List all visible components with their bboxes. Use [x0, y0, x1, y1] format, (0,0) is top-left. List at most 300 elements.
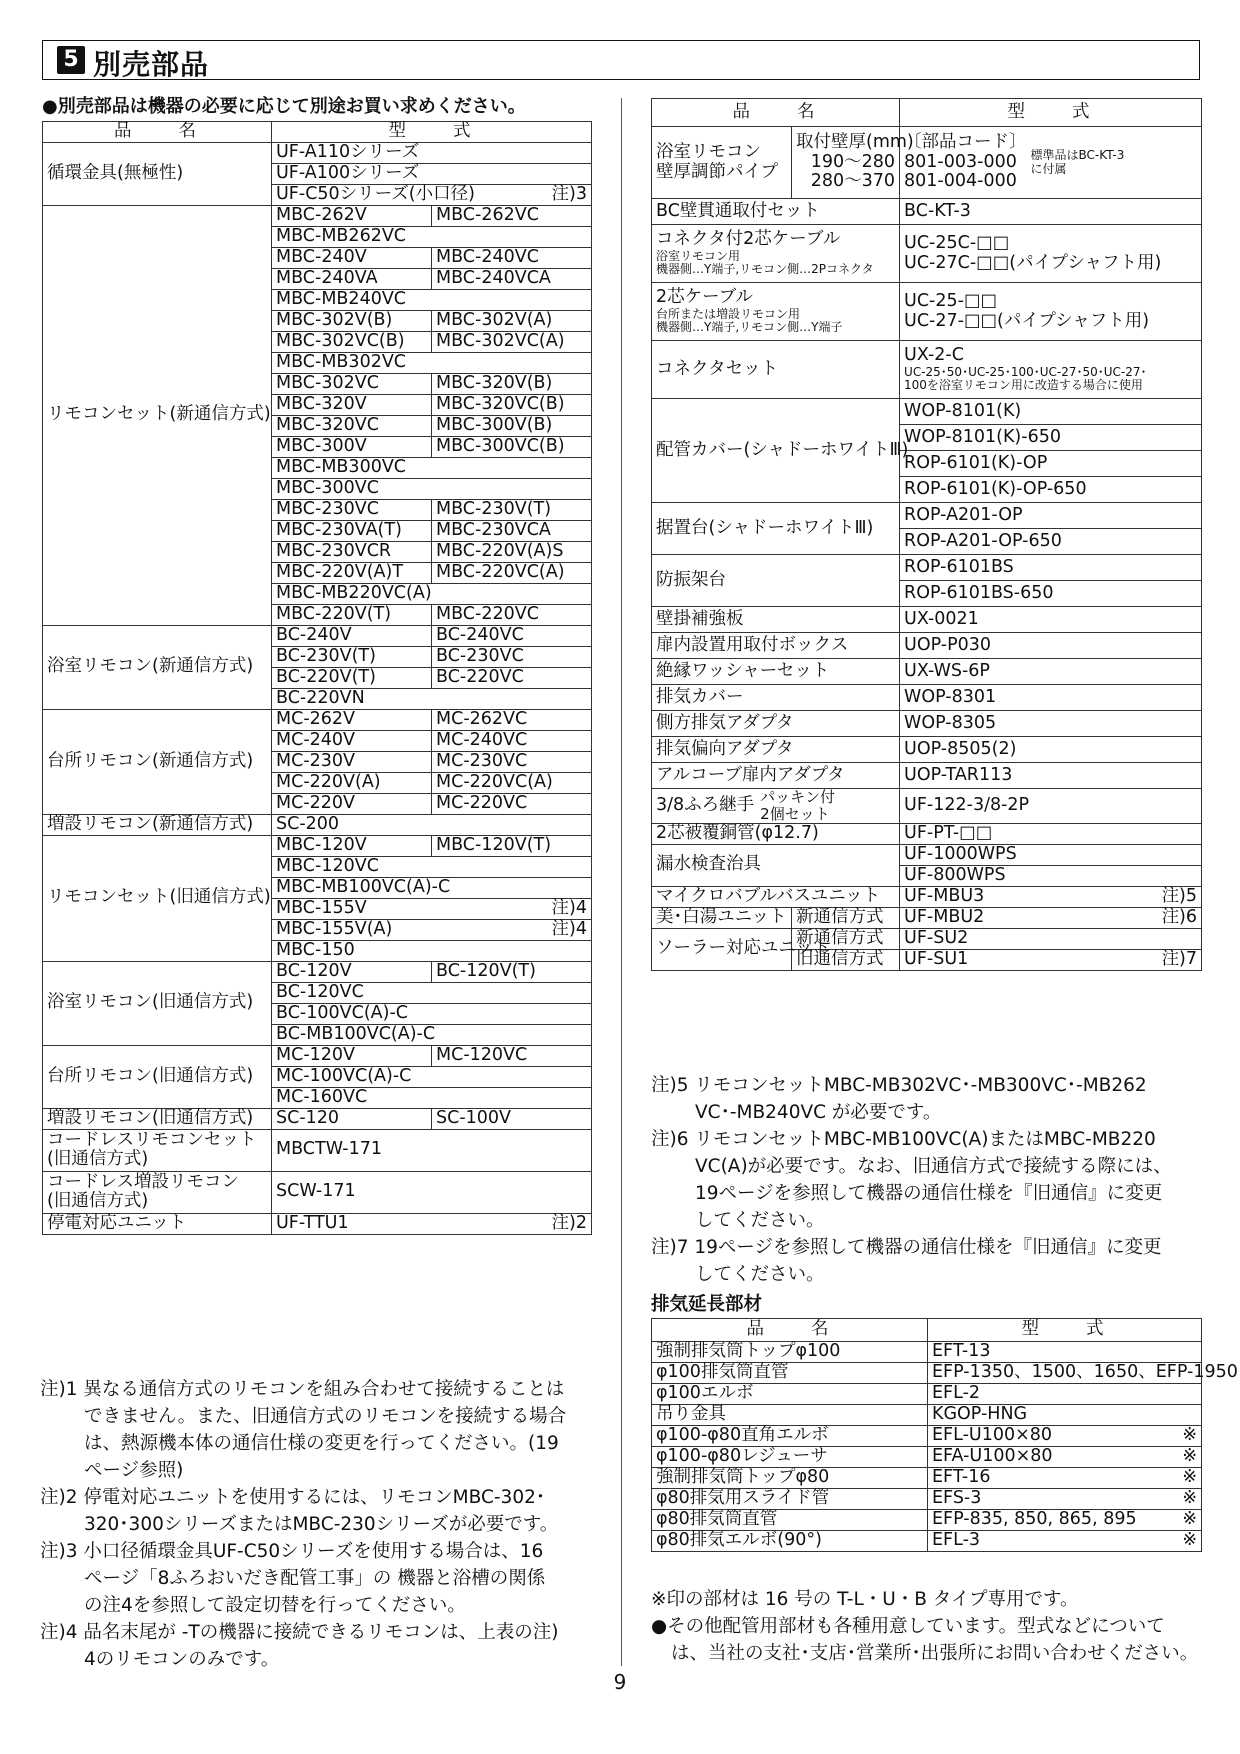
note-ref: ※: [1182, 1509, 1197, 1530]
model-cell: MBC-320VC(B): [432, 394, 592, 415]
table-row: [652, 711, 1202, 737]
item-name: 循環金具(無極性): [43, 142, 272, 205]
table-row: [652, 1342, 1202, 1363]
model-cell: MBC-240VC: [432, 247, 592, 268]
model-cell: MBC-MB220VC(A): [272, 583, 592, 604]
table-row: [652, 225, 1202, 283]
model-cell: MBC-302VC: [272, 373, 432, 394]
cell-stack: [904, 234, 1197, 273]
model-cell: MBC-300VC: [272, 478, 592, 499]
item-name: 美･白湯ユニット: [652, 907, 792, 928]
model-cell: MBC-230VA(T): [272, 520, 432, 541]
section-title: 別売部品: [93, 48, 210, 81]
model-cell: MC-240V: [272, 730, 432, 751]
col-header-model: 型 式: [900, 99, 1202, 127]
thickness-label: 取付壁厚(mm): [796, 132, 914, 153]
table-row: [652, 607, 1202, 633]
table-row: [652, 886, 1202, 907]
model-name: UF-SU1: [904, 948, 969, 969]
item-name: コードレス増設リモコン (旧通信方式): [43, 1171, 272, 1213]
model-cell: SC-100V: [432, 1108, 592, 1129]
section-header: [42, 40, 1200, 80]
col-header-name: 品 名: [652, 99, 900, 127]
table-row: [652, 1363, 1202, 1384]
model-cell: ROP-A201-OP: [900, 503, 1202, 529]
model-cell: ROP-6101(K)-OP-650: [900, 477, 1202, 503]
exhaust-table: [651, 1318, 1238, 1552]
model-cell: [272, 919, 592, 940]
table-row: [43, 625, 592, 646]
model-cell: MC-220VC(A): [432, 772, 592, 793]
table-row: [652, 1510, 1202, 1531]
note-line: ページ「8ふろおいだき配管工事」の 機器と浴槽の関係: [84, 1568, 546, 1589]
model-cell: MBC-302VC(A): [432, 331, 592, 352]
item-name-box: [656, 789, 895, 823]
model-name: EFA-U100×80: [932, 1446, 1053, 1467]
table-row: [652, 399, 1202, 425]
item-name: リモコンセット(旧通信方式): [43, 835, 272, 961]
left-notes: [40, 1376, 600, 1673]
page-number: 9: [613, 1670, 627, 1694]
model-cell: BC-240VC: [432, 625, 592, 646]
model-cell: [928, 1342, 1202, 1363]
model-cell: BC-220V(T): [272, 667, 432, 688]
model-cell: MC-230V: [272, 751, 432, 772]
model-cell: MBC-240V: [272, 247, 432, 268]
part-code-label: 〔部品コード〕: [904, 132, 1027, 153]
model-cell: WOP-8101(K): [900, 399, 1202, 425]
model-cell: UF-1000WPS: [900, 844, 1202, 865]
model-cell: WOP-8305: [900, 711, 1202, 737]
model-cell: MC-240VC: [432, 730, 592, 751]
model-cell: MBC-220VC: [432, 604, 592, 625]
model-cell: BC-220VN: [272, 688, 592, 709]
note-line: 注)5 リモコンセットMBC-MB302VC･-MB300VC･-MB262: [651, 1075, 1147, 1096]
model-cell: MBC-302V(A): [432, 310, 592, 331]
model-name: UC-27-□□(パイプシャフト用): [904, 310, 1150, 331]
model-cell: UF-800WPS: [900, 865, 1202, 886]
model-cell: MBC-230VC: [272, 499, 432, 520]
table-row: [43, 205, 592, 226]
model-cell: [900, 886, 1202, 907]
model-name: EFP-835, 850, 865, 895: [932, 1509, 1137, 1530]
table-row: [652, 1468, 1202, 1489]
column-divider: [621, 98, 622, 1666]
table-row: [652, 659, 1202, 685]
model-cell: [900, 225, 1202, 283]
model-name: MBC-155V(A): [276, 918, 393, 939]
model-cell: UOP-8505(2): [900, 737, 1202, 763]
table-row: [43, 1213, 592, 1234]
model-cell: MBC-120VC: [272, 856, 592, 877]
col-header-model: 型 式: [272, 122, 592, 143]
model-cell: BC-230V(T): [272, 646, 432, 667]
model-cell: MBC-240VA: [272, 268, 432, 289]
model-name: EFT-13: [932, 1341, 991, 1362]
table-row: [43, 961, 592, 982]
table-row: [652, 763, 1202, 789]
item-title: コネクタ付2芯ケーブル: [656, 229, 841, 250]
item-name: φ80排気用スライド管: [652, 1489, 928, 1510]
item-name: コネクタセット: [652, 341, 900, 399]
table-row: [652, 685, 1202, 711]
model-cell: MC-262V: [272, 709, 432, 730]
model-cell: BC-120V(T): [432, 961, 592, 982]
item-name: ソーラー対応ユニット: [652, 928, 792, 970]
item-name: 増設リモコン(旧通信方式): [43, 1108, 272, 1129]
model-cell: MBC-120V(T): [432, 835, 592, 856]
model-cell: MBC-262V: [272, 205, 432, 226]
item-name: コードレスリモコンセット (旧通信方式): [43, 1129, 272, 1171]
model-cell: UOP-P030: [900, 633, 1202, 659]
model-cell: [928, 1362, 1238, 1384]
cell-stack: [656, 230, 895, 276]
right-notes: [651, 1072, 1211, 1288]
model-cell: [928, 1384, 1202, 1405]
cell-stack: [656, 288, 895, 334]
table-row: [652, 127, 1202, 199]
item-name: 防振架台: [652, 555, 900, 607]
model-cell: MBC-220V(A)S: [432, 541, 592, 562]
item-name: アルコーブ扉内アダプタ: [652, 763, 900, 789]
model-name: EFL-2: [932, 1383, 981, 1404]
model-name: EFT-16: [932, 1467, 991, 1488]
item-name: 絶縁ワッシャーセット: [652, 659, 900, 685]
model-name: EFL-3: [932, 1530, 981, 1551]
item-name: 強制排気筒トップφ100: [652, 1342, 928, 1363]
model-cell: MBC-MB240VC: [272, 289, 592, 310]
model-cell: ROP-6101BS: [900, 555, 1202, 581]
part-code-remark: 標準品はBC-KT-3 に付属: [1030, 148, 1125, 176]
model-sub: 100を浴室リモコン用に改造する場合に使用: [904, 378, 1143, 393]
model-cell: [928, 1510, 1202, 1531]
table-row: [652, 503, 1202, 529]
model-cell: SC-120: [272, 1108, 432, 1129]
model-cell: BC-120VC: [272, 982, 592, 1003]
model-cell: [928, 1489, 1202, 1510]
model-name: KGOP-HNG: [932, 1404, 1028, 1425]
item-name: BC壁貫通取付セット: [652, 199, 900, 225]
model-cell: UOP-TAR113: [900, 763, 1202, 789]
model-cell: MBC-220V(T): [272, 604, 432, 625]
cell-stack: [796, 132, 914, 192]
item-sub: 浴室リモコン用: [656, 248, 741, 263]
note-line: 注)3 小口径循環金具UF-C50シリーズを使用する場合は、16: [40, 1541, 544, 1562]
item-name: 据置台(シャドーホワイトⅢ): [652, 503, 900, 555]
model-cell: MBCTW-171: [272, 1129, 592, 1171]
note-line: 320･300シリーズまたはMBC-230シリーズが必要です。: [84, 1514, 559, 1535]
footnote-line: ●その他配管用部材も各種用意しています。型式などについて: [651, 1616, 1165, 1637]
model-cell: MBC-230VCA: [432, 520, 592, 541]
section-number-badge: 5: [57, 46, 85, 74]
model-cell: MC-100VC(A)-C: [272, 1066, 592, 1087]
model-cell: MBC-120V: [272, 835, 432, 856]
note-line: 注)7 19ページを参照して機器の通信仕様を『旧通信』に変更: [651, 1237, 1162, 1258]
item-name: 停電対応ユニット: [43, 1213, 272, 1234]
item-name: φ100排気筒直管: [652, 1363, 928, 1384]
part-code-cell: [900, 127, 1202, 199]
model-cell: SC-200: [272, 814, 592, 835]
model-cell: MBC-320V: [272, 394, 432, 415]
model-cell: MBC-302VC(B): [272, 331, 432, 352]
note-line: 注)4 品名末尾が -Tの機器に接続できるリモコンは、上表の注): [40, 1622, 559, 1643]
item-name: マイクロバブルバスユニット: [652, 886, 900, 907]
model-cell: WOP-8301: [900, 685, 1202, 711]
note-line: できません。また、旧通信方式のリモコンを接続する場合: [84, 1406, 567, 1427]
item-name: 壁掛補強板: [652, 607, 900, 633]
model-name: EFS-3: [932, 1488, 982, 1509]
table-row: [652, 823, 1202, 844]
model-cell: MBC-320V(B): [432, 373, 592, 394]
note-line: ページ参照): [84, 1460, 184, 1481]
model-cell: MC-220VC: [432, 793, 592, 814]
item-name: 台所リモコン(旧通信方式): [43, 1045, 272, 1108]
intro-text: ●別売部品は機器の必要に応じて別途お買い求めください。: [42, 96, 526, 117]
model-cell: [900, 907, 1202, 928]
model-cell: [900, 341, 1202, 399]
note-line: 注)2 停電対応ユニットを使用するには、リモコンMBC-302･: [40, 1487, 546, 1508]
item-title: 3/8ふろ継手: [656, 795, 755, 815]
model-cell: MBC-220VC(A): [432, 562, 592, 583]
model-cell: [928, 1405, 1202, 1426]
item-name: 浴室リモコン 壁厚調節パイプ: [652, 127, 792, 199]
model-cell: MC-120VC: [432, 1045, 592, 1066]
cell-stack: [904, 133, 1027, 192]
note-line: してください。: [695, 1264, 825, 1285]
item-name: 強制排気筒トップφ80: [652, 1468, 928, 1489]
table-row: [652, 1447, 1202, 1468]
table-row: [652, 928, 1202, 949]
table-row: [652, 633, 1202, 659]
note-ref: ※: [1182, 1467, 1197, 1488]
item-name: 2芯被覆銅管(φ12.7): [652, 823, 900, 844]
model-name: UC-25-□□: [904, 290, 998, 311]
mode-cell: 旧通信方式: [792, 949, 900, 970]
item-name: リモコンセット(新通信方式): [43, 205, 272, 625]
item-paren: パッキン付 2個セット: [760, 788, 836, 823]
model-cell: BC-MB100VC(A)-C: [272, 1024, 592, 1045]
part-code-box: [904, 133, 1197, 192]
note-ref: 注)2: [551, 1212, 587, 1233]
model-cell: MC-262VC: [432, 709, 592, 730]
exhaust-section-title: 排気延長部材: [651, 1294, 763, 1315]
accessory-table-right: [651, 98, 1202, 971]
thickness-range: 280〜370: [810, 171, 896, 192]
model-cell: UF-A100シリーズ: [272, 163, 592, 184]
part-code: 801-004-000: [904, 171, 1017, 192]
model-name: UF-MBU2: [904, 906, 985, 927]
col-header-name: 品 名: [43, 122, 272, 143]
model-cell: BC-120V: [272, 961, 432, 982]
model-cell: MBC-240VCA: [432, 268, 592, 289]
item-sub: 台所または増設リモコン用: [656, 306, 801, 321]
note-ref: 注)5: [1161, 885, 1198, 906]
footnote-line: ※印の部材は 16 号の T-L・U・B タイプ専用です。: [651, 1589, 1079, 1610]
model-cell: MBC-300V: [272, 436, 432, 457]
model-cell: MBC-320VC: [272, 415, 432, 436]
model-cell: MC-220V(A): [272, 772, 432, 793]
note-ref: 注)6: [1161, 906, 1198, 927]
model-cell: MBC-MB300VC: [272, 457, 592, 478]
model-cell: MC-230VC: [432, 751, 592, 772]
model-cell: MBC-MB262VC: [272, 226, 592, 247]
item-name: 台所リモコン(新通信方式): [43, 709, 272, 814]
model-name: EFP-1350、1500、1650、EFP-1950: [932, 1362, 1238, 1383]
note-line: の注4を参照して設定切替を行ってください。: [84, 1595, 466, 1616]
table-row: [652, 844, 1202, 865]
table-row: [652, 555, 1202, 581]
model-cell: [928, 1531, 1202, 1552]
note-line: 注)6 リモコンセットMBC-MB100VC(A)またはMBC-MB220: [651, 1129, 1156, 1150]
mode-cell: 新通信方式: [792, 907, 900, 928]
item-name: 側方排気アダプタ: [652, 711, 900, 737]
model-cell: BC-100VC(A)-C: [272, 1003, 592, 1024]
table-row: [652, 907, 1202, 928]
table-row: [652, 283, 1202, 341]
note-ref: 注)4: [551, 897, 587, 918]
col-header-name: 品 名: [652, 1319, 928, 1342]
model-cell: UX-0021: [900, 607, 1202, 633]
model-cell: MC-120V: [272, 1045, 432, 1066]
item-name: [652, 789, 900, 824]
note-ref: ※: [1182, 1446, 1197, 1467]
model-cell: MBC-300VC(B): [432, 436, 592, 457]
table-row: [652, 1426, 1202, 1447]
table-row: [43, 814, 592, 835]
note-ref: ※: [1182, 1530, 1197, 1551]
model-cell: [928, 1468, 1202, 1489]
model-name: UF-MBU3: [904, 885, 985, 906]
note-line: 4のリモコンのみです。: [84, 1649, 280, 1670]
table-row: [652, 789, 1202, 824]
item-name: 配管カバー(シャドーホワイトⅢ): [652, 399, 900, 503]
model-cell: BC-KT-3: [900, 199, 1202, 225]
model-name: UC-27C-□□(パイプシャフト用): [904, 252, 1162, 273]
model-cell: MBC-150: [272, 940, 592, 961]
model-cell: SCW-171: [272, 1171, 592, 1213]
item-name: φ100エルボ: [652, 1384, 928, 1405]
model-cell: [900, 283, 1202, 341]
model-name: MBC-155V: [276, 897, 367, 918]
table-row: [43, 835, 592, 856]
model-cell: ROP-A201-OP-650: [900, 529, 1202, 555]
model-cell: MBC-302V(B): [272, 310, 432, 331]
model-cell: BC-230VC: [432, 646, 592, 667]
table-row: [652, 1489, 1202, 1510]
model-cell: UF-A110シリーズ: [272, 142, 592, 163]
table-row: [652, 1384, 1202, 1405]
model-cell: UX-WS-6P: [900, 659, 1202, 685]
table-row: [43, 1129, 592, 1171]
note-line: VC(A)が必要です。なお、旧通信方式で接続する際には、: [695, 1156, 1172, 1177]
item-sub: 機器側…Y端子,リモコン側…2Pコネクタ: [656, 262, 874, 277]
thickness-range: 190〜280: [810, 151, 896, 172]
note-ref: 注)7: [1161, 948, 1198, 969]
table-row: [652, 1531, 1202, 1552]
model-cell: MC-160VC: [272, 1087, 592, 1108]
model-cell: BC-220VC: [432, 667, 592, 688]
note-line: VC･-MB240VC が必要です。: [695, 1102, 942, 1123]
table-row: [652, 737, 1202, 763]
model-name: UF-TTU1: [276, 1212, 349, 1233]
model-cell: ROP-6101(K)-OP: [900, 451, 1202, 477]
accessory-table-left: [42, 121, 592, 1235]
model-cell: UF-SU2: [900, 928, 1202, 949]
table-row: [652, 341, 1202, 399]
model-cell: MBC-MB100VC(A)-C: [272, 877, 592, 898]
model-cell: BC-240V: [272, 625, 432, 646]
model-cell: [272, 1213, 592, 1234]
note-line: 注)1 異なる通信方式のリモコンを組み合わせて接続することは: [40, 1379, 565, 1400]
item-name: 漏水検査治具: [652, 844, 900, 886]
table-row: [43, 1108, 592, 1129]
model-name: UF-C50シリーズ(小口径): [276, 183, 475, 204]
item-name: 吊り金具: [652, 1405, 928, 1426]
model-cell: [928, 1447, 1202, 1468]
mode-cell: 新通信方式: [792, 928, 900, 949]
model-cell: ROP-6101BS-650: [900, 581, 1202, 607]
note-ref: 注)3: [551, 183, 587, 204]
model-cell: MBC-230V(T): [432, 499, 592, 520]
note-line: は、熱源機本体の通信仕様の変更を行ってください。(19: [84, 1433, 559, 1454]
item-name: φ80排気エルボ(90°): [652, 1531, 928, 1552]
model-name: UX-2-C: [904, 345, 964, 366]
table-row: [43, 709, 592, 730]
item-name: [652, 225, 900, 283]
cell-stack: [904, 346, 1197, 392]
col-header-model: 型 式: [928, 1319, 1202, 1342]
item-name: φ100-φ80レジューサ: [652, 1447, 928, 1468]
item-name: [652, 283, 900, 341]
model-cell: MBC-220V(A)T: [272, 562, 432, 583]
model-sub: UC-25･50･UC-25･100･UC-27･50･UC-27･: [904, 364, 1147, 379]
model-cell: [900, 949, 1202, 970]
model-cell: MC-220V: [272, 793, 432, 814]
footnotes: [651, 1586, 1211, 1667]
item-name: 扉内設置用取付ボックス: [652, 633, 900, 659]
item-title: 2芯ケーブル: [656, 287, 754, 308]
item-sub: 機器側…Y端子,リモコン側…Y端子: [656, 320, 843, 335]
table-row: [652, 1405, 1202, 1426]
thickness-cell: [792, 127, 914, 199]
note-line: 19ページを参照して機器の通信仕様を『旧通信』に変更: [695, 1183, 1163, 1204]
model-cell: MBC-300V(B): [432, 415, 592, 436]
note-ref: ※: [1182, 1425, 1197, 1446]
note-ref: ※: [1182, 1488, 1197, 1509]
model-cell: [928, 1426, 1202, 1447]
cell-stack: [904, 292, 1197, 331]
note-ref: 注)4: [551, 918, 587, 939]
item-name: 浴室リモコン(新通信方式): [43, 625, 272, 709]
model-cell: MBC-262VC: [432, 205, 592, 226]
model-name: EFL-U100×80: [932, 1425, 1053, 1446]
item-name: φ100-φ80直角エルボ: [652, 1426, 928, 1447]
item-name: 排気カバー: [652, 685, 900, 711]
model-cell: UF-122-3/8-2P: [900, 789, 1202, 824]
model-cell: WOP-8101(K)-650: [900, 425, 1202, 451]
item-name: 増設リモコン(新通信方式): [43, 814, 272, 835]
item-name: φ80排気筒直管: [652, 1510, 928, 1531]
footnote-line: は、当社の支社･支店･営業所･出張所にお問い合わせください。: [671, 1643, 1199, 1664]
table-row: [43, 142, 592, 163]
table-row: [652, 199, 1202, 225]
model-name: UC-25C-□□: [904, 232, 1010, 253]
model-cell: [272, 898, 592, 919]
note-line: してください。: [695, 1210, 825, 1231]
model-cell: UF-PT-□□: [900, 823, 1202, 844]
model-cell: MBC-MB302VC: [272, 352, 592, 373]
item-name: 排気偏向アダプタ: [652, 737, 900, 763]
